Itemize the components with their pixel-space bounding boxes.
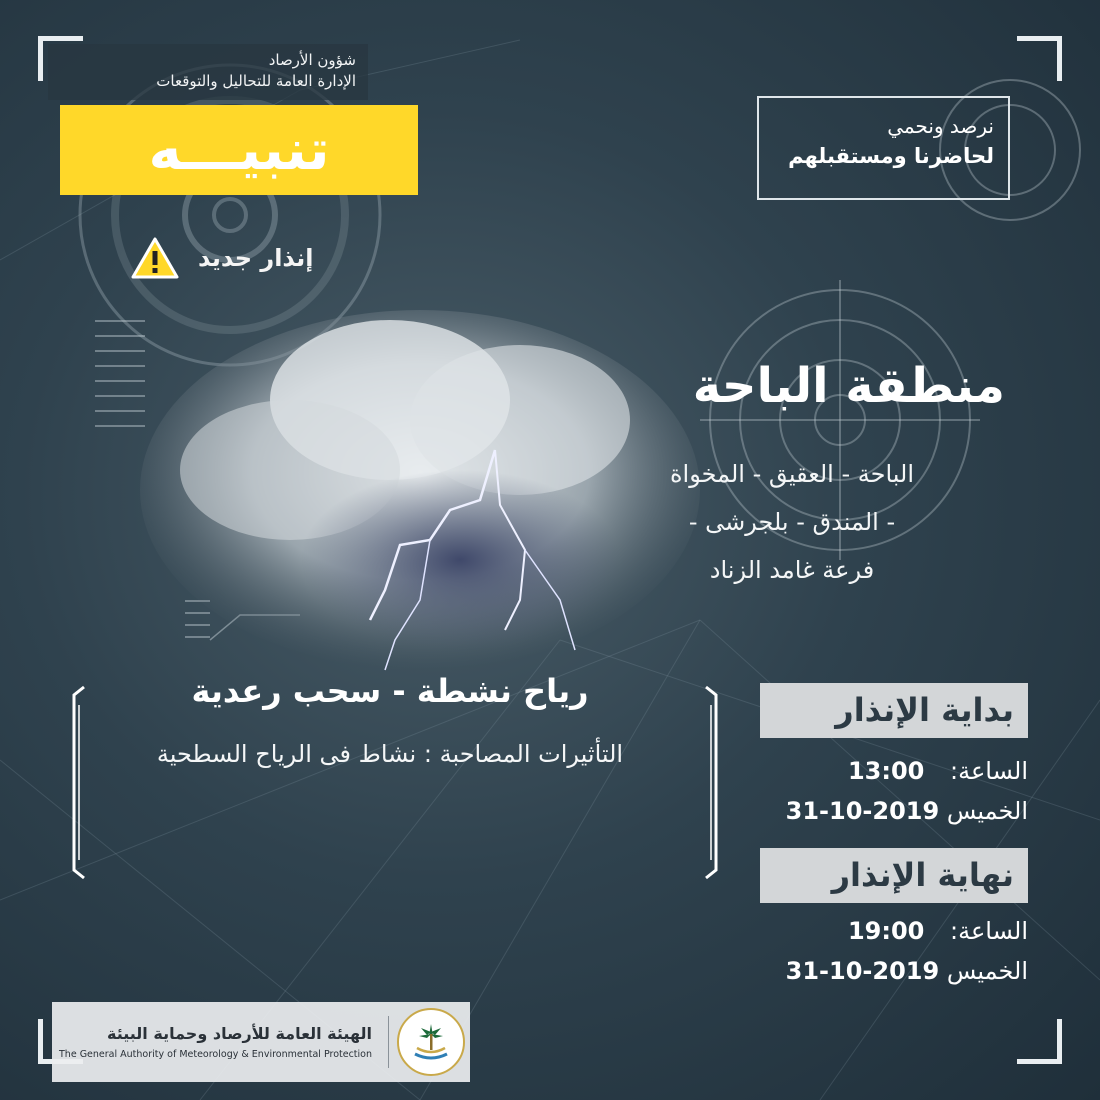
footer-divider [388, 1016, 389, 1068]
start-time: 13:00 [847, 757, 925, 785]
start-time-label: الساعة: [950, 757, 1028, 785]
footer-text [52, 1024, 380, 1060]
authority-logo-icon [397, 1008, 465, 1076]
bracket-right [702, 685, 722, 880]
end-date: 2019-10-31 [785, 957, 940, 985]
slogan-line-1: نرصد ونحمي [887, 114, 994, 138]
hazard-title: رياح نشطة - سحب رعدية [191, 672, 589, 710]
corner-bracket-top-right [1017, 36, 1062, 81]
start-time-line [728, 757, 1028, 785]
cities-line-2: - المندق - بلجرشى - [688, 508, 896, 536]
slogan-line-2: لحاضرنا ومستقبلهم [788, 144, 994, 168]
department-header [48, 44, 368, 100]
footer [52, 1002, 470, 1082]
start-date-line [728, 797, 1028, 825]
department-subname: الإدارة العامة للتحاليل والتوقعات [156, 72, 356, 90]
hazard-effects: التأثيرات المصاحبة : نشاط فى الرياح السطحية [156, 740, 624, 768]
end-time-line [728, 917, 1028, 945]
new-warning-text: إنذار جديد [198, 244, 314, 272]
org-name-english: The General Authority of Meteorology & Environmental Protection [59, 1049, 372, 1060]
end-day: الخميس [946, 957, 1028, 985]
start-day: الخميس [946, 797, 1028, 825]
region-title: منطقة الباحة [692, 358, 1005, 414]
new-warning-row [130, 233, 410, 283]
end-banner: نهاية الإنذار [760, 848, 1028, 903]
slogan-box [757, 96, 1010, 200]
org-name-arabic: الهيئة العامة للأرصاد وحماية البيئة [107, 1024, 372, 1043]
end-time: 19:00 [847, 917, 925, 945]
department-name: شؤون الأرصاد [268, 51, 356, 69]
cities-line-1: الباحة - العقيق - المخواة [669, 460, 915, 488]
start-banner: بداية الإنذار [760, 683, 1028, 738]
start-date: 2019-10-31 [785, 797, 940, 825]
alert-label: تنبيـــه [60, 105, 418, 195]
region-cities [592, 450, 992, 594]
corner-bracket-bottom-right [1017, 1019, 1062, 1064]
end-date-line [728, 957, 1028, 985]
cities-line-3: فرعة غامد الزناد [709, 556, 875, 584]
bracket-left [68, 685, 88, 880]
warning-icon [130, 236, 180, 280]
end-time-label: الساعة: [950, 917, 1028, 945]
